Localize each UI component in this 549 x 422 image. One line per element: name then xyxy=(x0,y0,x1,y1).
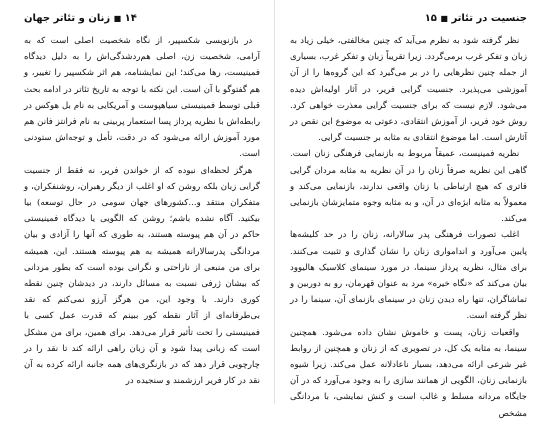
right-paragraph-4: واقعیات زنان، پست و خاموش نشان داده می‌شود. همچنین سینما، به مثابه یک کل، در تصویری که از زنان و همچنین از روابط غیر شرعی ارائه می‌دهد، بسیار ناعادلانه عمل می‌کند. زیرا شیوه بازنمایی زنان، الگویی از همانند سازی را به وجود می‌آورد که در آن جایگاه مردانه مسلط و غالب است و کنش نمایشی، با مردانگی مشخص xyxy=(290,327,527,419)
right-paragraph-3: اغلب تصورات فرهنگی پدر سالارانه، زنان را در حد کلیشه‌ها پایین می‌آورد و اندامواری زنان را نشان گذاری و تثبیت می‌کنند. برای مثال، نظریه پرداز سینما، در مورد سینمای کلاسیک هالیوود بیان می‌کند که «نگاه خیره» مرد به عنوان قهرمان، رو به دوربین و تماشاگران، تنها راه دیدن زنان در سینمای بازنمای آن، سینما را در نظر گرفته است. xyxy=(290,230,527,322)
right-header-separator: ■ xyxy=(440,14,448,23)
left-page xyxy=(0,0,270,404)
right-paragraph-1: نظر گرفته شود به نظرم می‌آید که چنین مخالفتی، خیلی زیاد به زبان و تفکر غرب برمی‌گردد. زیرا تقریباً زبان و تفکر غرب، بسیاری از جمله چنین نظرهایی را در بر می‌گیرد که این گروه‌ها را از آن آموزشی می‌پذیرد. جنسیت گرایی فریر، در آثار اولیه‌اش دیده می‌شود. لازم نیست که برای جنسیت گرایی معذرت خواهی کرد. روش خود فریر، از آموزش انتقادی، دعوتی به موضوع این نقص در آثارش است. اما موضوع انتقادی به مثابه بر جنسیت گرایی. xyxy=(290,36,527,144)
right-page xyxy=(280,0,549,419)
right-page-number: ۱۵ xyxy=(424,13,437,24)
left-header-separator: ■ xyxy=(113,14,122,23)
right-header-title: جنسیت در تئاتر xyxy=(451,13,527,24)
left-running-head xyxy=(24,12,260,25)
right-paragraph-2: نظریه فمینیست، عمیقاً مربوط به بازنمایی فرهنگی زنان است. گاهی این نظریه صرفاً زنان را در آن نظریه به مثابه مردان گرایی فاتری که هیچ ارتباطی با زنان واقعی ندارند، بازنمایی می‌کند و معمولاً به مثابه ابژه‌ای در آن، و به مثابه وجوه متمایزشان بازنمایی می‌کند. xyxy=(290,149,527,225)
left-header-title: زنان و تئاتر جهان xyxy=(24,13,111,24)
page-gutter xyxy=(274,0,275,404)
left-page-number: ۱۴ xyxy=(124,13,137,24)
left-paragraph-1: در بازنویسی شکسپیر، از نگاه شخصیت اصلی است که به آرامی، شخصیت زن، اصلی هم‌ردشدگی‌اش را به دلیل دیدگاه فمینیست، رها می‌کند؛ این نمایشنامه، هم اثر شکسپیر را تغییر، و هم گفتوگو با آن است. این نکته با توجه به تاریخ تئاتر در ادامه بحث قبلی توسط فمینیستی سیاهپوست و آمریکایی به نام بل هوکس در رابطه‌اش با نظریه پرداز پسا استعمار پربینی به نام فرانتز فانن هم مورد آموزش ارائه می‌شود که در دقت، تأمل و توجه‌اش ستودنی است. xyxy=(24,36,260,160)
right-running-head xyxy=(290,12,527,25)
left-paragraph-2: هرگز لحظه‌ای نبوده که از خواندن فریر، نه فقط از جنسیت گرایی زبان بلکه روشن که او اغلب از دیگر رهبران، روشنفکران، و متفکران منتقد و...کشورهای جهان سومی در حال توسعه) بیا بیکنید. آگاه نشده باشم؛ روشن که الگویی یا دیدگاه فمینیستی حاکم در آن هم پیوسته هستند، به طوری که آنها را آزادی و بیان مردانگی پدرسالارانه همیشه به هم پیوسته هستند. این، همیشه برای من منبعی از ناراحتی و نگرانی بوده است که بطور مردانی که بیشان ژرفی نسبت به مسائل دارند، در دیدشان چنین نقطه کوری دارند. با وجود این، من هرگز آرزو نمی‌کنم که نقد بی‌طرفانه‌ای از آثار نقطه کور ببینم که قدرت عمل کسی با فمینیستی را تحت تأثیر قرار می‌دهد. برای همین، برای من مشکل است که زبانی پیدا شود و آن زبان راهی ارائه کند تا نقد را در چارچوبی قرار دهد که در بازنگری‌های همه جانبه ارائه کرده به آن نقد در کار فریر ارزشمند و سنجیده در xyxy=(24,165,260,387)
